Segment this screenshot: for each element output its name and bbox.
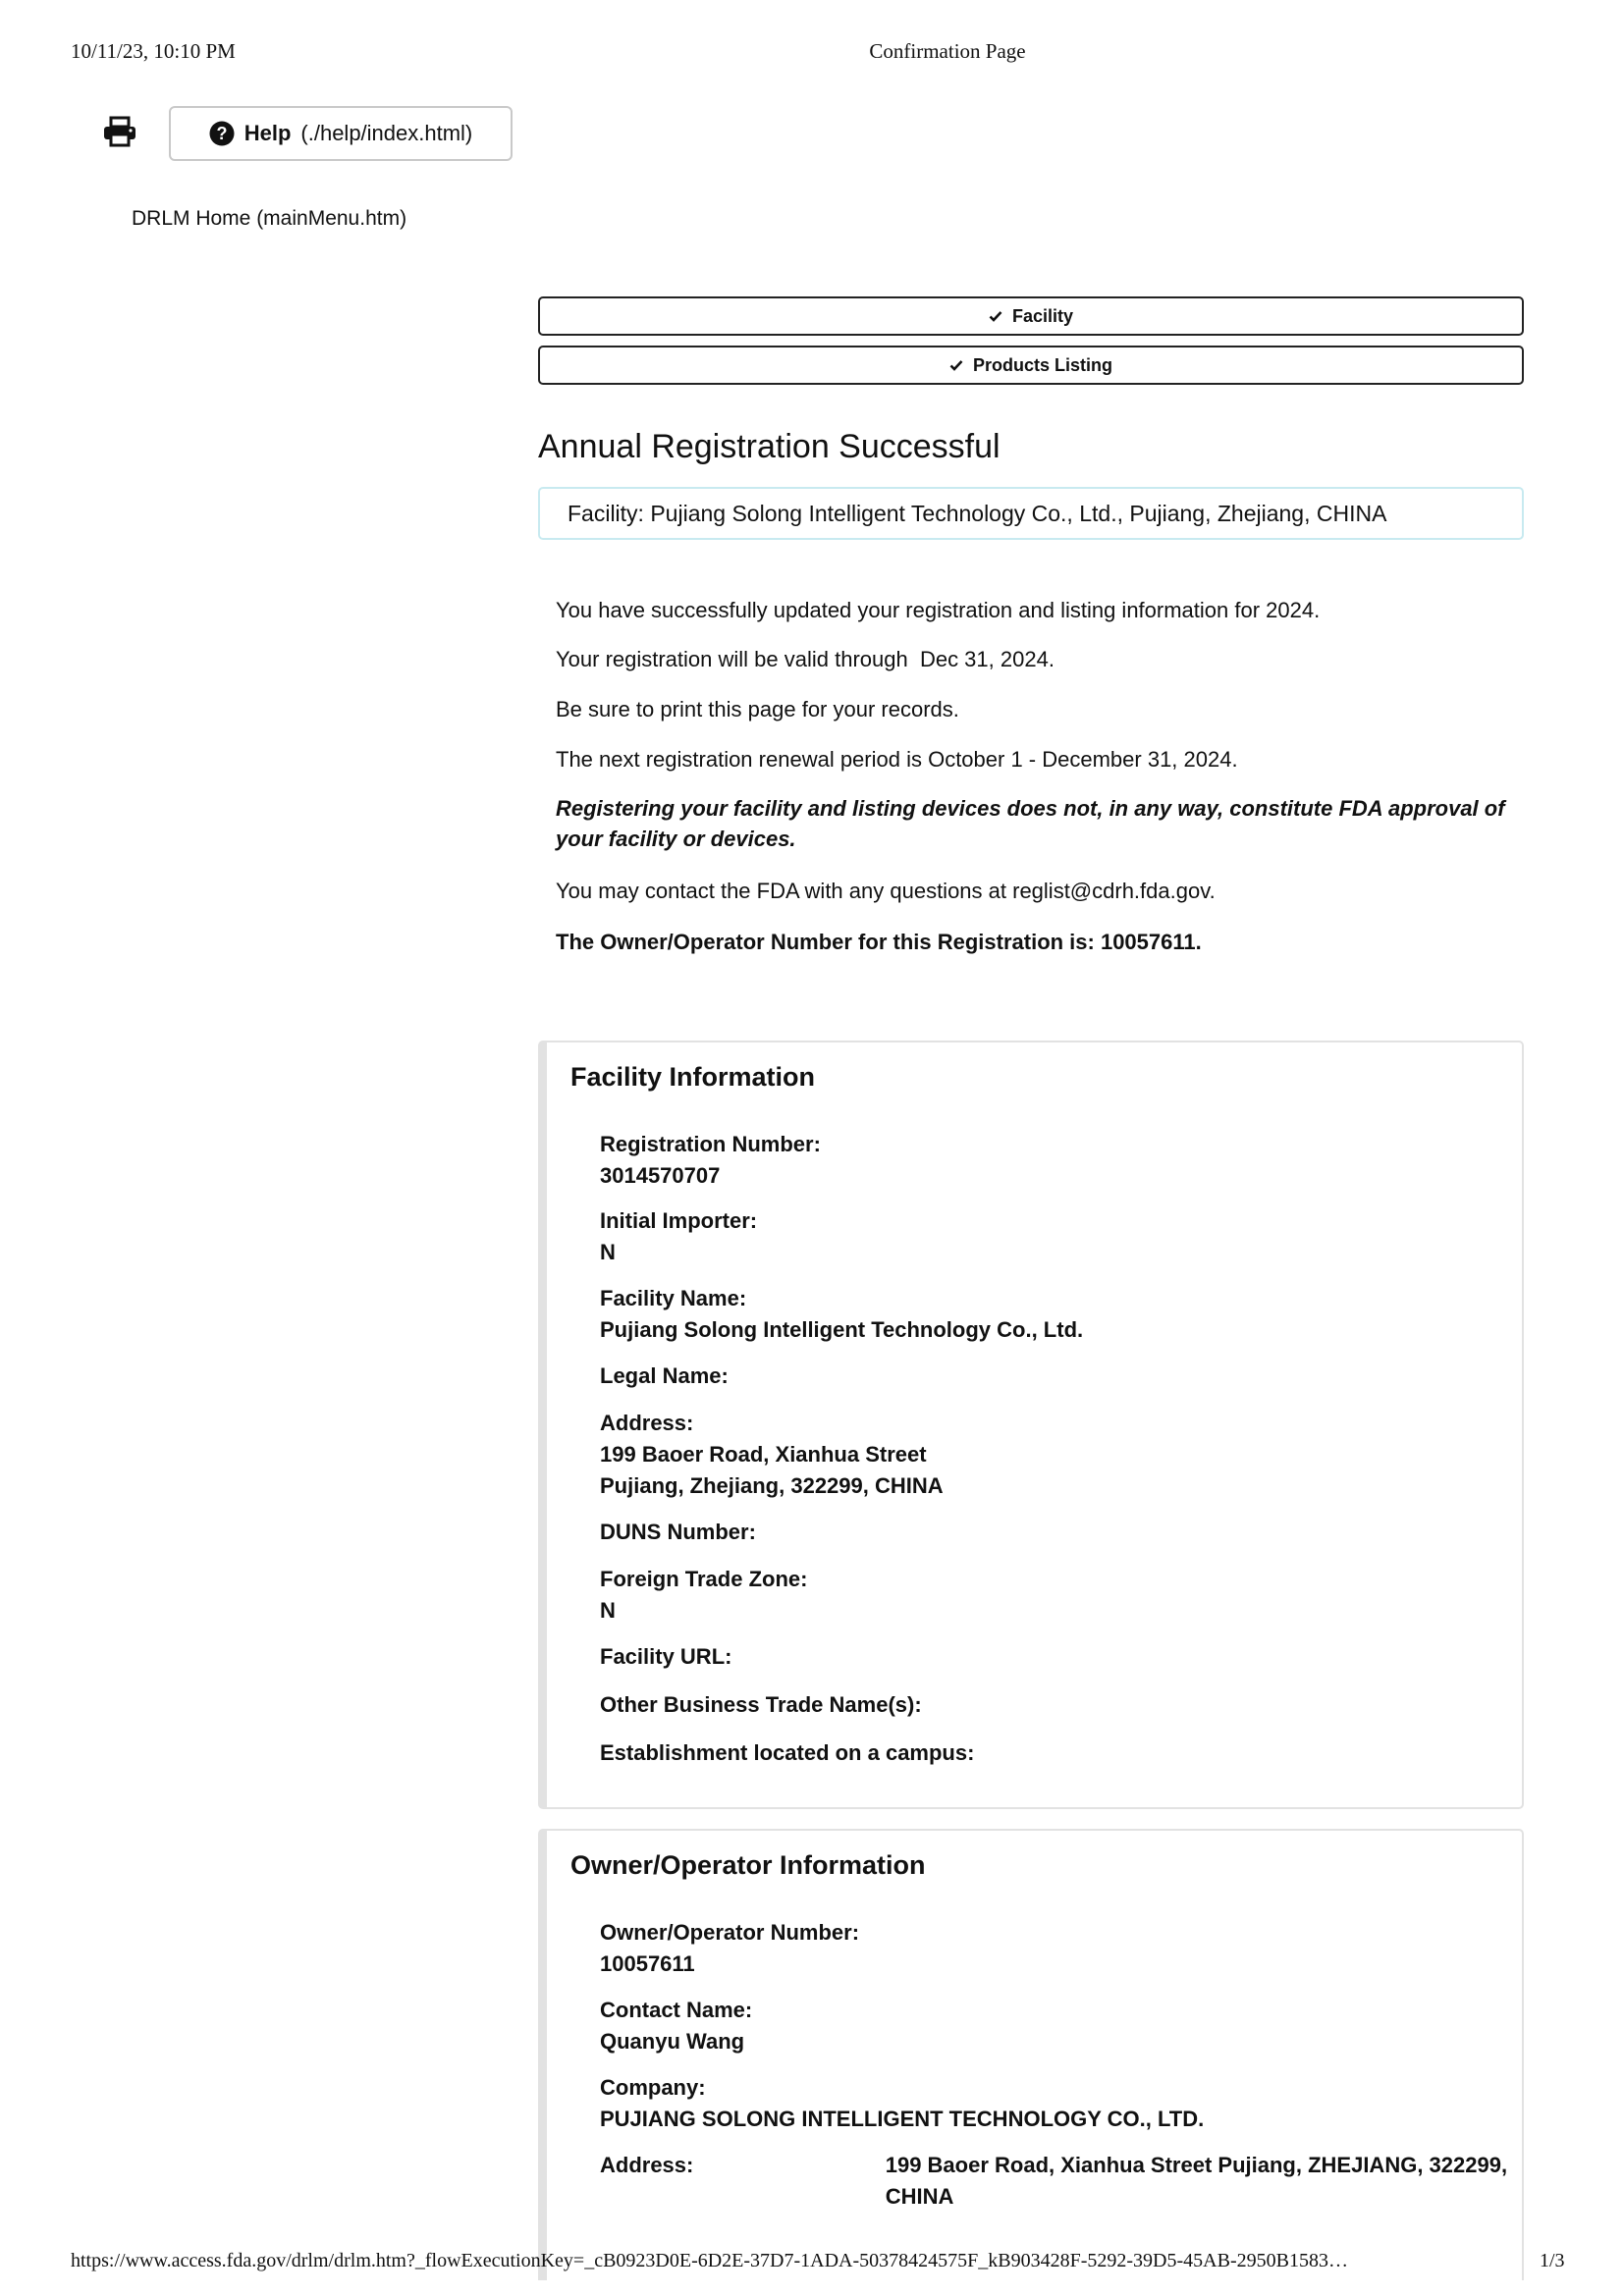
field-value-line2: Pujiang, ZHEJIANG, 322299, CHINA xyxy=(885,2153,1508,2209)
drlm-home-link[interactable]: DRLM Home (mainMenu.htm) xyxy=(132,207,407,230)
check-icon xyxy=(949,359,963,371)
step-facility[interactable] xyxy=(538,296,1524,336)
field-label: Owner/Operator Number: xyxy=(600,1920,860,1945)
question-circle-icon xyxy=(209,121,235,146)
step-products-listing[interactable] xyxy=(538,346,1524,385)
field-label: Address: xyxy=(600,1411,694,1435)
field-label: Facility Name: xyxy=(600,1286,747,1310)
help-button-label: Help xyxy=(243,121,292,145)
message-owner-number: The Owner/Operator Number for this Registration is: 10057611. xyxy=(556,930,1202,954)
field-registration-number xyxy=(600,1129,821,1192)
field-value: 10057611 xyxy=(600,1951,695,1976)
message-valid-through: Your registration will be valid through Dec 31, 2024. xyxy=(556,647,1055,671)
page-title: Annual Registration Successful xyxy=(538,428,1001,465)
field-label: Facility URL: xyxy=(600,1644,732,1669)
facility-information-heading: Facility Information xyxy=(570,1062,816,1092)
field-value-line2: Pujiang, Zhejiang, 322299, CHINA xyxy=(600,1473,944,1498)
field-legal-name xyxy=(600,1361,729,1392)
facility-summary-text: Facility: Pujiang Solong Intelligent Technology Co., Ltd., Pujiang, Zhejiang, CHINA xyxy=(568,500,1387,526)
field-label: DUNS Number: xyxy=(600,1520,756,1544)
facility-summary xyxy=(538,487,1524,540)
step-products-label: Products Listing xyxy=(972,354,1112,375)
field-label: Contact Name: xyxy=(600,1998,753,2022)
message-updated: You have successfully updated your registration and listing information for 2024. xyxy=(556,598,1321,622)
field-contact-name xyxy=(600,1995,752,2057)
owner-operator-heading: Owner/Operator Information xyxy=(570,1850,926,1880)
field-initial-importer xyxy=(600,1205,757,1268)
print-button[interactable] xyxy=(102,116,137,147)
print-url: https://www.access.fda.gov/drlm/drlm.htm?_flowExecutionKey=_cB0923D0E-6D2E-37D7-1ADA-50378424575F_kB903428F-5292-39D5-45AB-2950B1583… xyxy=(71,2250,1348,2271)
field-other-trade-names xyxy=(600,1689,922,1721)
facility-information-panel xyxy=(538,1041,1524,1809)
field-label: Registration Number: xyxy=(600,1132,821,1156)
help-button[interactable] xyxy=(169,106,513,161)
field-label: Address: xyxy=(600,2153,694,2177)
print-page-number: 1/3 xyxy=(1540,2250,1565,2271)
field-label: Company: xyxy=(600,2075,706,2100)
printer-icon xyxy=(102,116,137,147)
field-owner-address xyxy=(600,2150,1522,2213)
svg-text:?: ? xyxy=(216,124,228,143)
field-value: 199 Baoer Road, Xianhua Street xyxy=(600,1442,927,1467)
field-owner-operator-number xyxy=(600,1917,859,1980)
field-value: Quanyu Wang xyxy=(600,2029,745,2054)
field-value: Pujiang Solong Intelligent Technology Co., Ltd. xyxy=(600,1317,1084,1342)
field-value: 199 Baoer Road, Xianhua Street xyxy=(885,2153,1213,2177)
field-label: Legal Name: xyxy=(600,1363,729,1388)
field-facility-url xyxy=(600,1641,731,1673)
field-label: Initial Importer: xyxy=(600,1208,758,1233)
message-disclaimer: Registering your facility and listing devices does not, in any way, constitute FDA approval of your facility or devices. xyxy=(556,796,1505,851)
field-duns-number xyxy=(600,1517,756,1548)
field-value: N xyxy=(600,1598,616,1623)
check-icon xyxy=(989,310,1002,322)
field-value: N xyxy=(600,1240,616,1264)
field-foreign-trade-zone xyxy=(600,1564,807,1627)
step-facility-label: Facility xyxy=(1011,305,1074,326)
field-facility-name xyxy=(600,1283,1083,1346)
message-contact: You may contact the FDA with any questions at reglist@cdrh.fda.gov. xyxy=(556,879,1216,903)
message-renewal-period: The next registration renewal period is October 1 - December 31, 2024. xyxy=(556,747,1238,772)
field-address xyxy=(600,1408,944,1502)
field-company xyxy=(600,2072,1204,2135)
print-datetime: 10/11/23, 10:10 PM xyxy=(71,39,236,63)
field-value: PUJIANG SOLONG INTELLIGENT TECHNOLOGY CO., LTD. xyxy=(600,2107,1205,2131)
field-label: Establishment located on a campus: xyxy=(600,1740,975,1765)
print-page-title: Confirmation Page xyxy=(869,39,1026,63)
field-label: Other Business Trade Name(s): xyxy=(600,1692,922,1717)
field-value: 3014570707 xyxy=(600,1163,721,1188)
owner-operator-information-panel xyxy=(538,1829,1524,2280)
field-label: Foreign Trade Zone: xyxy=(600,1567,808,1591)
message-print-reminder: Be sure to print this page for your records. xyxy=(556,697,959,721)
field-campus xyxy=(600,1737,974,1769)
help-button-href: (./help/index.html) xyxy=(300,121,473,145)
